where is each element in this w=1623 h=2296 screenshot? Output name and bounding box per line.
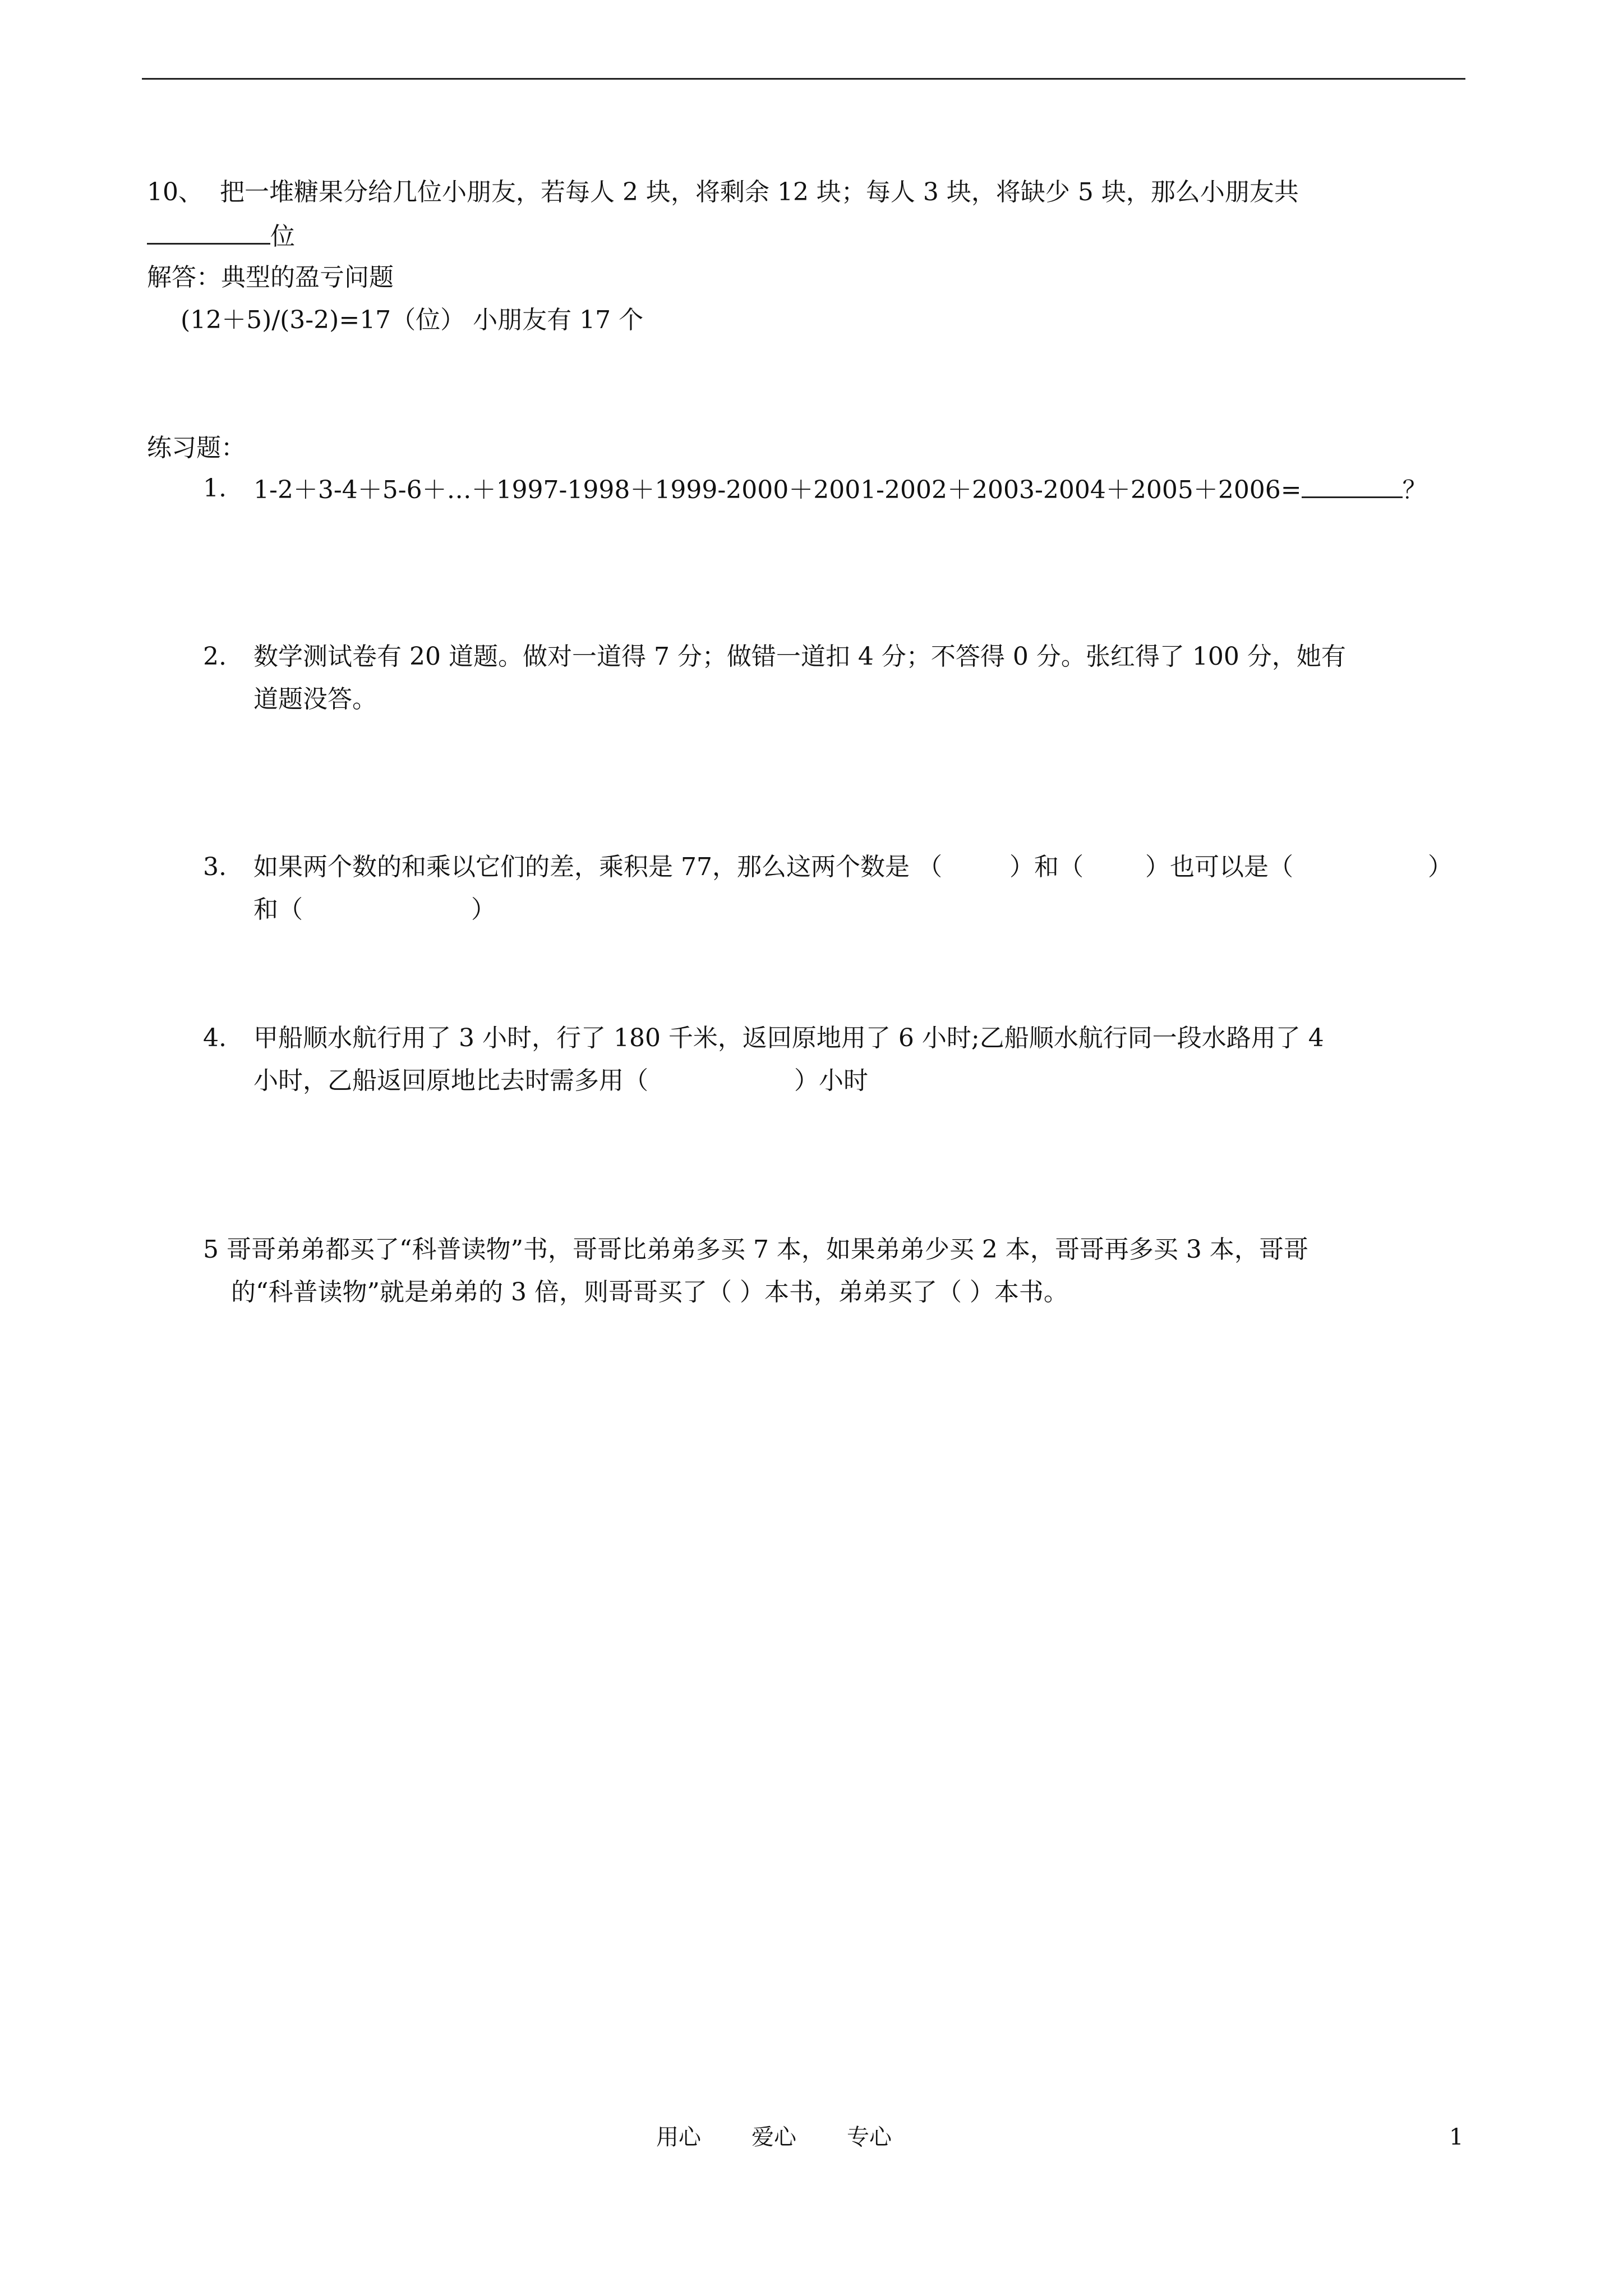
exercise-1-body — [253, 467, 1427, 512]
exercise-2-line1: 数学测试卷有 20 道题。做对一道得 7 分；做错一道扣 4 分；不答得 0 分。张红得了 100 分，她有 — [253, 642, 1346, 671]
exercise-4-line2-a: 小时，乙船返回原地比去时需多用（ — [253, 1066, 648, 1095]
page-number: 1 — [1449, 2124, 1464, 2150]
question-10-line1 — [147, 171, 1299, 214]
exercise-4-index: 4. — [203, 1024, 227, 1052]
answer-title: 解答：典型的盈亏问题 — [147, 263, 394, 292]
exercise-1-suffix: ？ — [1402, 476, 1427, 504]
answer-blank — [1302, 467, 1403, 498]
exercise-3-line2 — [253, 889, 1453, 931]
question-10-line2 — [147, 214, 295, 258]
exercise-3-line1-d: ） — [1427, 853, 1453, 881]
exercise-3-line1 — [253, 846, 1453, 889]
question-10-number: 10、 — [147, 178, 203, 206]
exercise-1-index: 1. — [203, 474, 227, 503]
footer-motto-3: 专心 — [847, 2124, 892, 2150]
header-rule — [142, 78, 1465, 80]
exercise-2-body — [253, 636, 1346, 721]
exercise-5-line1: 5 哥哥弟弟都买了“科普读物”书，哥哥比弟弟多买 7 本，如果弟弟少买 2 本，哥哥再多买 3 本，哥哥 — [203, 1235, 1308, 1264]
exercise-4-line2-b: ）小时 — [794, 1066, 868, 1095]
exercise-3-line1-b: ）和（ — [1009, 853, 1083, 881]
exercise-2-line2: 道题没答。 — [253, 685, 377, 714]
exercise-4-line2 — [253, 1060, 1324, 1102]
exercise-3-line1-a: 如果两个数的和乘以它们的差，乘积是 77，那么这两个数是 （ — [253, 853, 942, 881]
exercise-1-text: 1-2＋3-4＋5-6＋…＋1997-1998＋1999-2000＋2001-2002＋2003-2004＋2005＋2006= — [253, 476, 1302, 504]
footer-motto — [656, 2120, 892, 2154]
exercise-3-body — [253, 846, 1453, 931]
footer-motto-1: 用心 — [656, 2124, 701, 2150]
answer-calculation: (12＋5)/(3-2)=17（位） 小朋友有 17 个 — [181, 306, 644, 334]
exercise-3-line2-b: ） — [471, 895, 496, 924]
exercise-3-line1-c: ）也可以是（ — [1145, 853, 1293, 881]
exercise-3-line2-a: 和（ — [253, 895, 303, 924]
exercises-title: 练习题： — [147, 434, 246, 462]
exercise-3-index: 3. — [203, 853, 227, 881]
exercise-2-index: 2. — [203, 642, 227, 671]
question-10-text: 把一堆糖果分给几位小朋友，若每人 2 块，将剩余 12 块；每人 3 块，将缺少 5 块，那么小朋友共 — [220, 178, 1299, 206]
footer-motto-2: 爱心 — [751, 2124, 796, 2150]
exercise-4-line1: 甲船顺水航行用了 3 小时，行了 180 千米，返回原地用了 6 小时;乙船顺水航行同一段水路用了 4 — [253, 1024, 1324, 1052]
exercise-5-line2: 的“科普读物”就是弟弟的 3 倍，则哥哥买了（ ）本书，弟弟买了（ ）本书。 — [231, 1278, 1068, 1306]
exercise-4-body — [253, 1017, 1324, 1102]
question-10-suffix: 位 — [270, 222, 295, 251]
answer-blank — [147, 214, 270, 245]
